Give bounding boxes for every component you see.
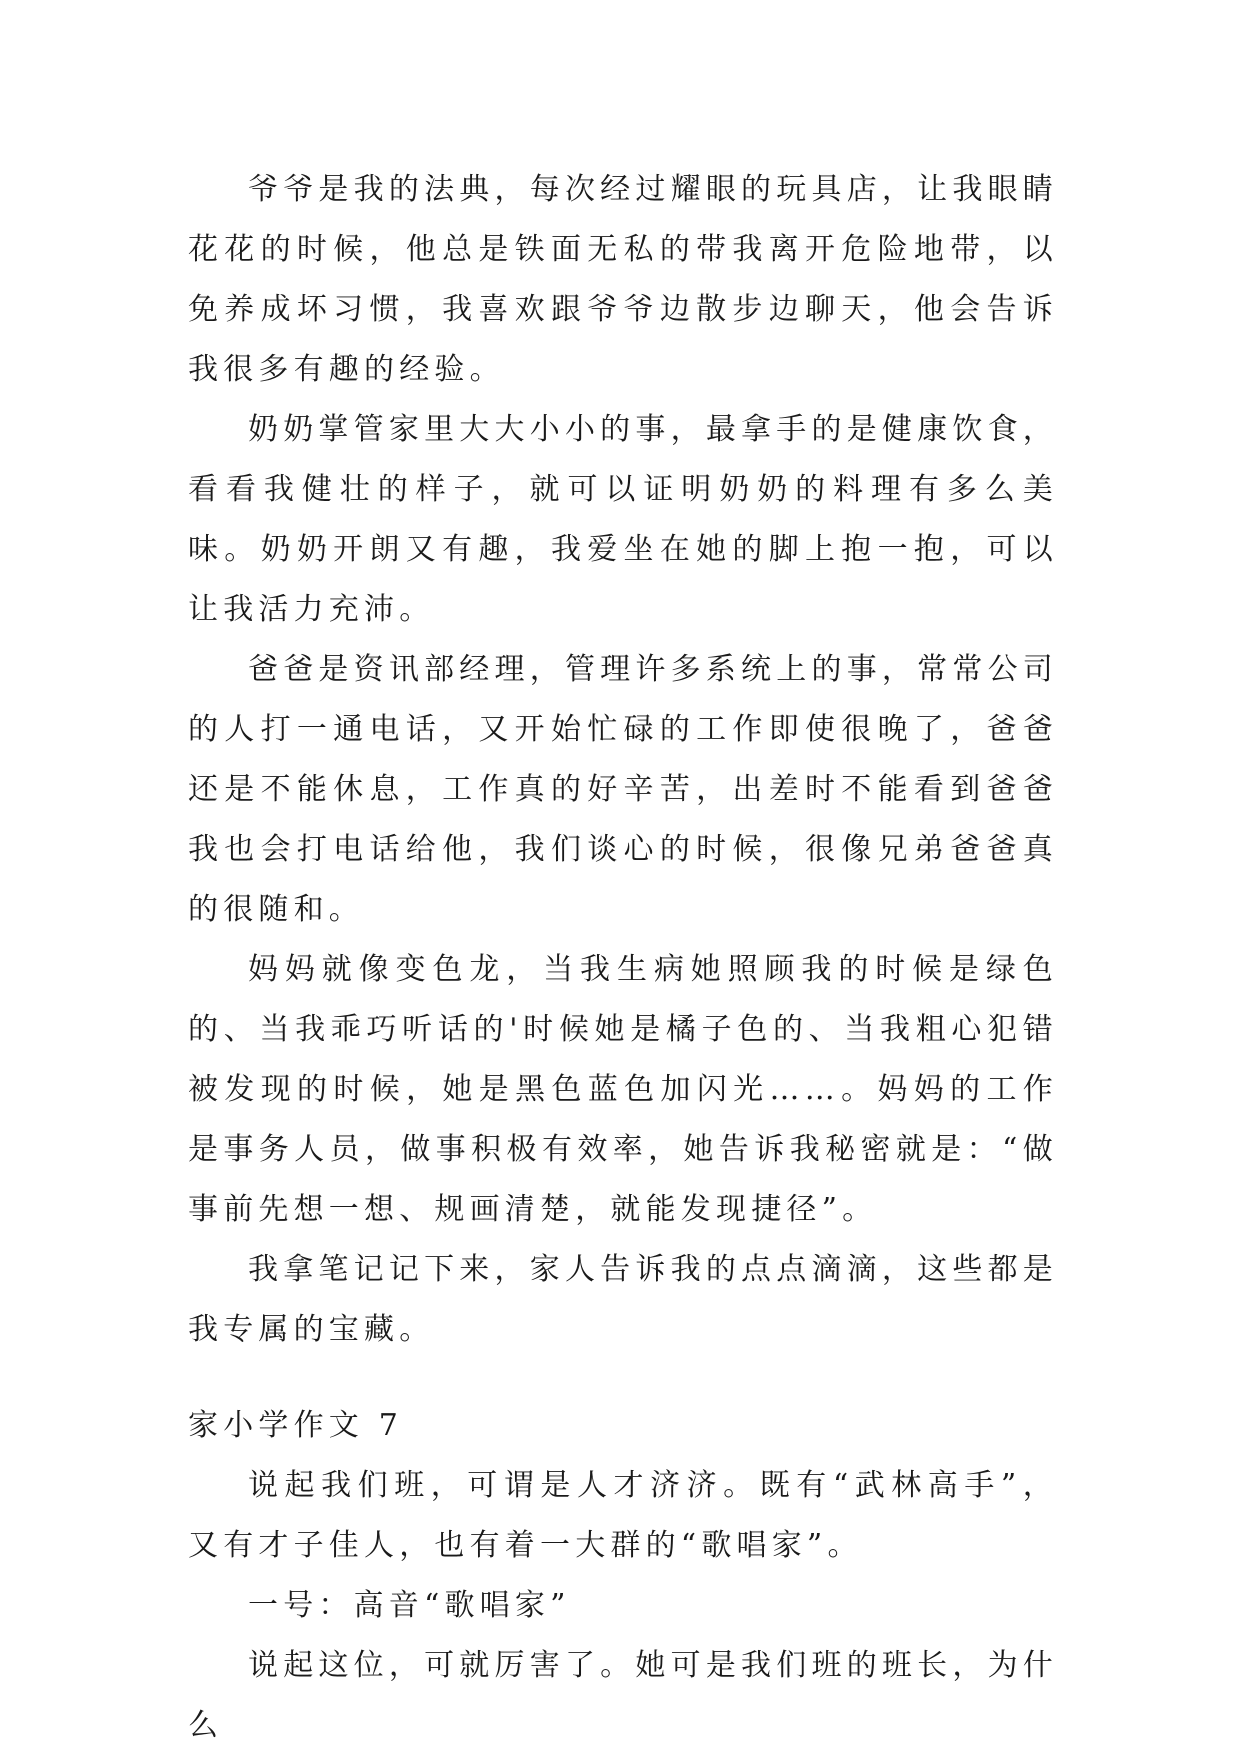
paragraph-grandpa: 爷爷是我的法典，每次经过耀眼的玩具店，让我眼睛花花的时候，他总是铁面无私的带我离开危险地带，以免养成坏习惯，我喜欢跟爷爷边散步边聊天，他会告诉我很多有趣的经验。 bbox=[188, 172, 1058, 387]
paragraph-grandma: 奶奶掌管家里大大小小的事，最拿手的是健康饮食，看看我健壮的样子，就可以证明奶奶的料理有多么美味。奶奶开朗又有趣，我爱坐在她的脚上抱一抱，可以让我活力充沛。 bbox=[188, 412, 1058, 627]
paragraph-mom: 妈妈就像变色龙，当我生病她照顾我的时候是绿色的、当我乖巧听话的'时候她是橘子色的、当我粗心犯错被发现的时候，她是黑色蓝色加闪光……。妈妈的工作是事务人员，做事积极有效率，她告诉我秘密就是：“做事前先想一想、规画清楚，就能发现捷径”。 bbox=[188, 952, 1058, 1227]
paragraph-subheading: 一号：高音“歌唱家” bbox=[248, 1588, 571, 1623]
paragraph-class-intro: 说起我们班，可谓是人才济济。既有“武林高手”，又有才子佳人，也有着一大群的“歌唱家”。 bbox=[188, 1468, 1058, 1563]
paragraph-class-monitor: 说起这位，可就厉害了。她可是我们班的班长，为什么 bbox=[188, 1648, 1058, 1743]
paragraph-conclusion: 我拿笔记记下来，家人告诉我的点点滴滴，这些都是我专属的宝藏。 bbox=[188, 1252, 1058, 1347]
section-heading: 家小学作文 7 bbox=[188, 1408, 404, 1443]
document-body bbox=[188, 160, 1058, 1756]
paragraph-dad: 爸爸是资讯部经理，管理许多系统上的事，常常公司的人打一通电话，又开始忙碌的工作即使很晚了，爸爸还是不能休息，工作真的好辛苦，出差时不能看到爸爸我也会打电话给他，我们谈心的时候，很像兄弟爸爸真的很随和。 bbox=[188, 652, 1058, 927]
